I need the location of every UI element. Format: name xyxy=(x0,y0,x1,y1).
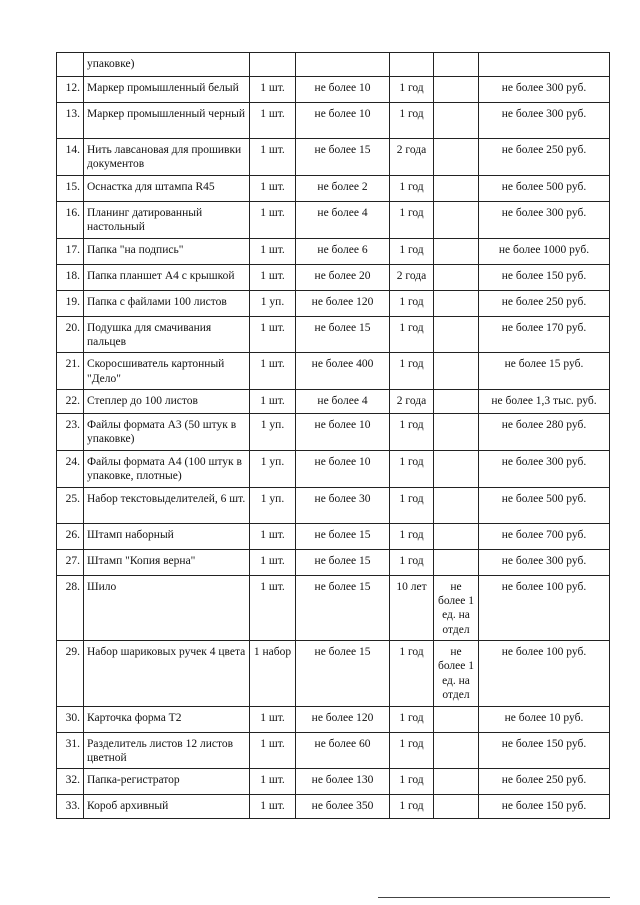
table-row xyxy=(57,487,610,523)
cell-item-name: Короб архивный xyxy=(84,795,250,819)
cell-row-number: 17. xyxy=(57,238,84,264)
table-row xyxy=(57,523,610,549)
cell-unit: 1 шт. xyxy=(250,139,296,176)
cell-service-term xyxy=(390,53,434,77)
cell-price: не более 500 руб. xyxy=(479,487,610,523)
cell-row-number: 19. xyxy=(57,290,84,316)
cell-row-number: 15. xyxy=(57,175,84,201)
cell-price: не более 700 руб. xyxy=(479,523,610,549)
cell-quantity xyxy=(296,53,390,77)
cell-row-number: 22. xyxy=(57,390,84,414)
cell-row-number: 16. xyxy=(57,201,84,238)
table-row xyxy=(57,139,610,176)
cell-item-name: Папка-регистратор xyxy=(84,769,250,795)
cell-unit xyxy=(250,53,296,77)
cell-unit: 1 шт. xyxy=(250,175,296,201)
cell-price: не более 500 руб. xyxy=(479,175,610,201)
cell-item-name: Оснастка для штампа R45 xyxy=(84,175,250,201)
cell-price: не более 150 руб. xyxy=(479,732,610,769)
cell-quantity: не более 2 xyxy=(296,175,390,201)
table-row xyxy=(57,77,610,103)
cell-unit: 1 уп. xyxy=(250,414,296,451)
cell-service-term: 1 год xyxy=(390,769,434,795)
table-row xyxy=(57,575,610,641)
cell-note xyxy=(434,264,479,290)
cell-quantity: не более 15 xyxy=(296,139,390,176)
cell-row-number: 21. xyxy=(57,353,84,390)
cell-service-term: 1 год xyxy=(390,641,434,707)
cell-service-term: 1 год xyxy=(390,201,434,238)
cell-price: не более 10 руб. xyxy=(479,706,610,732)
table-row xyxy=(57,103,610,139)
cell-item-name: Штамп наборный xyxy=(84,523,250,549)
cell-price: не более 250 руб. xyxy=(479,290,610,316)
cell-note xyxy=(434,390,479,414)
cell-quantity: не более 120 xyxy=(296,290,390,316)
cell-row-number: 31. xyxy=(57,732,84,769)
cell-unit: 1 шт. xyxy=(250,575,296,641)
cell-unit: 1 шт. xyxy=(250,238,296,264)
cell-unit: 1 уп. xyxy=(250,290,296,316)
cell-quantity: не более 10 xyxy=(296,77,390,103)
cell-note xyxy=(434,238,479,264)
cell-unit: 1 шт. xyxy=(250,103,296,139)
supplies-table xyxy=(56,52,610,819)
cell-unit: 1 шт. xyxy=(250,353,296,390)
cell-item-name: Папка с файлами 100 листов xyxy=(84,290,250,316)
cell-service-term: 1 год xyxy=(390,732,434,769)
cell-row-number: 25. xyxy=(57,487,84,523)
table-row xyxy=(57,201,610,238)
cell-quantity: не более 6 xyxy=(296,238,390,264)
cell-note xyxy=(434,53,479,77)
cell-item-name: Подушка для смачивания пальцев xyxy=(84,316,250,353)
cell-price: не более 150 руб. xyxy=(479,264,610,290)
cell-item-name: Разделитель листов 12 листов цветной xyxy=(84,732,250,769)
cell-service-term: 1 год xyxy=(390,316,434,353)
cell-quantity: не более 30 xyxy=(296,487,390,523)
cell-unit: 1 шт. xyxy=(250,264,296,290)
cell-price: не более 100 руб. xyxy=(479,575,610,641)
cell-service-term: 1 год xyxy=(390,77,434,103)
cell-unit: 1 шт. xyxy=(250,732,296,769)
cell-quantity: не более 350 xyxy=(296,795,390,819)
cell-unit: 1 шт. xyxy=(250,523,296,549)
cell-unit: 1 набор xyxy=(250,641,296,707)
cell-note xyxy=(434,139,479,176)
cell-item-name: Скоросшиватель картонный "Дело" xyxy=(84,353,250,390)
cell-note xyxy=(434,353,479,390)
cell-quantity: не более 10 xyxy=(296,414,390,451)
cell-unit: 1 шт. xyxy=(250,77,296,103)
cell-quantity: не более 15 xyxy=(296,549,390,575)
table-row xyxy=(57,706,610,732)
cell-row-number: 28. xyxy=(57,575,84,641)
cell-price: не более 280 руб. xyxy=(479,414,610,451)
cell-service-term: 1 год xyxy=(390,238,434,264)
table-row xyxy=(57,641,610,707)
cell-item-name: Степлер до 100 листов xyxy=(84,390,250,414)
cell-quantity: не более 10 xyxy=(296,103,390,139)
cell-item-name: Планинг датированный настольный xyxy=(84,201,250,238)
cell-unit: 1 шт. xyxy=(250,201,296,238)
cell-row-number xyxy=(57,53,84,77)
cell-price xyxy=(479,53,610,77)
cell-note xyxy=(434,523,479,549)
cell-price: не более 15 руб. xyxy=(479,353,610,390)
cell-note xyxy=(434,450,479,487)
cell-unit: 1 шт. xyxy=(250,795,296,819)
cell-note xyxy=(434,795,479,819)
cell-note xyxy=(434,77,479,103)
cell-note xyxy=(434,103,479,139)
table-body xyxy=(57,53,610,819)
cell-item-name: Набор текстовыделителей, 6 шт. xyxy=(84,487,250,523)
cell-row-number: 30. xyxy=(57,706,84,732)
cell-item-name: Нить лавсановая для прошивки документов xyxy=(84,139,250,176)
cell-quantity: не более 10 xyxy=(296,450,390,487)
cell-unit: 1 шт. xyxy=(250,769,296,795)
table-row xyxy=(57,53,610,77)
table-row xyxy=(57,769,610,795)
cell-note xyxy=(434,414,479,451)
cell-service-term: 1 год xyxy=(390,523,434,549)
cell-row-number: 20. xyxy=(57,316,84,353)
cell-unit: 1 шт. xyxy=(250,316,296,353)
cell-note xyxy=(434,487,479,523)
cell-service-term: 1 год xyxy=(390,175,434,201)
cell-note xyxy=(434,316,479,353)
cell-price: не более 100 руб. xyxy=(479,641,610,707)
table-row xyxy=(57,549,610,575)
cell-row-number: 26. xyxy=(57,523,84,549)
cell-quantity: не более 120 xyxy=(296,706,390,732)
table-row xyxy=(57,264,610,290)
cell-row-number: 18. xyxy=(57,264,84,290)
cell-row-number: 23. xyxy=(57,414,84,451)
cell-note xyxy=(434,175,479,201)
cell-price: не более 170 руб. xyxy=(479,316,610,353)
cell-unit: 1 уп. xyxy=(250,450,296,487)
cell-note: не более 1 ед. на отдел xyxy=(434,575,479,641)
cell-unit: 1 шт. xyxy=(250,549,296,575)
table-row xyxy=(57,353,610,390)
table-row xyxy=(57,316,610,353)
cell-quantity: не более 15 xyxy=(296,575,390,641)
table-row xyxy=(57,290,610,316)
cell-row-number: 24. xyxy=(57,450,84,487)
cell-price: не более 1000 руб. xyxy=(479,238,610,264)
table-row xyxy=(57,390,610,414)
cell-quantity: не более 15 xyxy=(296,523,390,549)
cell-quantity: не более 15 xyxy=(296,641,390,707)
cell-item-name: Файлы формата А4 (100 штук в упаковке, плотные) xyxy=(84,450,250,487)
cell-row-number: 14. xyxy=(57,139,84,176)
cell-note: не более 1 ед. на отдел xyxy=(434,641,479,707)
cell-note xyxy=(434,201,479,238)
cell-item-name: Папка "на подпись" xyxy=(84,238,250,264)
cell-service-term: 1 год xyxy=(390,353,434,390)
cell-price: не более 300 руб. xyxy=(479,201,610,238)
cell-price: не более 300 руб. xyxy=(479,450,610,487)
cell-quantity: не более 4 xyxy=(296,201,390,238)
cell-note xyxy=(434,706,479,732)
cell-service-term: 2 года xyxy=(390,390,434,414)
cell-unit: 1 шт. xyxy=(250,390,296,414)
table-row xyxy=(57,238,610,264)
cell-service-term: 1 год xyxy=(390,103,434,139)
table-row xyxy=(57,795,610,819)
cell-note xyxy=(434,290,479,316)
cell-item-name: Папка планшет А4 с крышкой xyxy=(84,264,250,290)
cell-note xyxy=(434,769,479,795)
cell-item-name: упаковке) xyxy=(84,53,250,77)
cell-unit: 1 шт. xyxy=(250,706,296,732)
cell-price: не более 300 руб. xyxy=(479,77,610,103)
cell-row-number: 12. xyxy=(57,77,84,103)
table-row xyxy=(57,732,610,769)
cell-price: не более 1,3 тыс. руб. xyxy=(479,390,610,414)
cell-service-term: 1 год xyxy=(390,450,434,487)
cell-row-number: 29. xyxy=(57,641,84,707)
cell-row-number: 32. xyxy=(57,769,84,795)
cell-price: не более 300 руб. xyxy=(479,103,610,139)
cell-service-term: 10 лет xyxy=(390,575,434,641)
cell-service-term: 1 год xyxy=(390,795,434,819)
cell-row-number: 27. xyxy=(57,549,84,575)
cell-note xyxy=(434,549,479,575)
cell-service-term: 2 года xyxy=(390,139,434,176)
cell-service-term: 1 год xyxy=(390,706,434,732)
cell-item-name: Маркер промышленный белый xyxy=(84,77,250,103)
cell-item-name: Маркер промышленный черный xyxy=(84,103,250,139)
cell-quantity: не более 4 xyxy=(296,390,390,414)
cell-quantity: не более 400 xyxy=(296,353,390,390)
cell-unit: 1 уп. xyxy=(250,487,296,523)
cell-price: не более 250 руб. xyxy=(479,769,610,795)
footer-rule xyxy=(378,897,610,898)
cell-service-term: 1 год xyxy=(390,414,434,451)
cell-price: не более 250 руб. xyxy=(479,139,610,176)
cell-item-name: Штамп "Копия верна" xyxy=(84,549,250,575)
cell-item-name: Набор шариковых ручек 4 цвета xyxy=(84,641,250,707)
cell-quantity: не более 15 xyxy=(296,316,390,353)
cell-item-name: Файлы формата А3 (50 штук в упаковке) xyxy=(84,414,250,451)
cell-price: не более 150 руб. xyxy=(479,795,610,819)
table-row xyxy=(57,450,610,487)
cell-note xyxy=(434,732,479,769)
table-row xyxy=(57,414,610,451)
cell-price: не более 300 руб. xyxy=(479,549,610,575)
cell-service-term: 2 года xyxy=(390,264,434,290)
cell-quantity: не более 130 xyxy=(296,769,390,795)
cell-service-term: 1 год xyxy=(390,487,434,523)
cell-row-number: 13. xyxy=(57,103,84,139)
cell-quantity: не более 20 xyxy=(296,264,390,290)
cell-item-name: Шило xyxy=(84,575,250,641)
cell-service-term: 1 год xyxy=(390,549,434,575)
cell-quantity: не более 60 xyxy=(296,732,390,769)
cell-service-term: 1 год xyxy=(390,290,434,316)
cell-item-name: Карточка форма Т2 xyxy=(84,706,250,732)
table-row xyxy=(57,175,610,201)
cell-row-number: 33. xyxy=(57,795,84,819)
